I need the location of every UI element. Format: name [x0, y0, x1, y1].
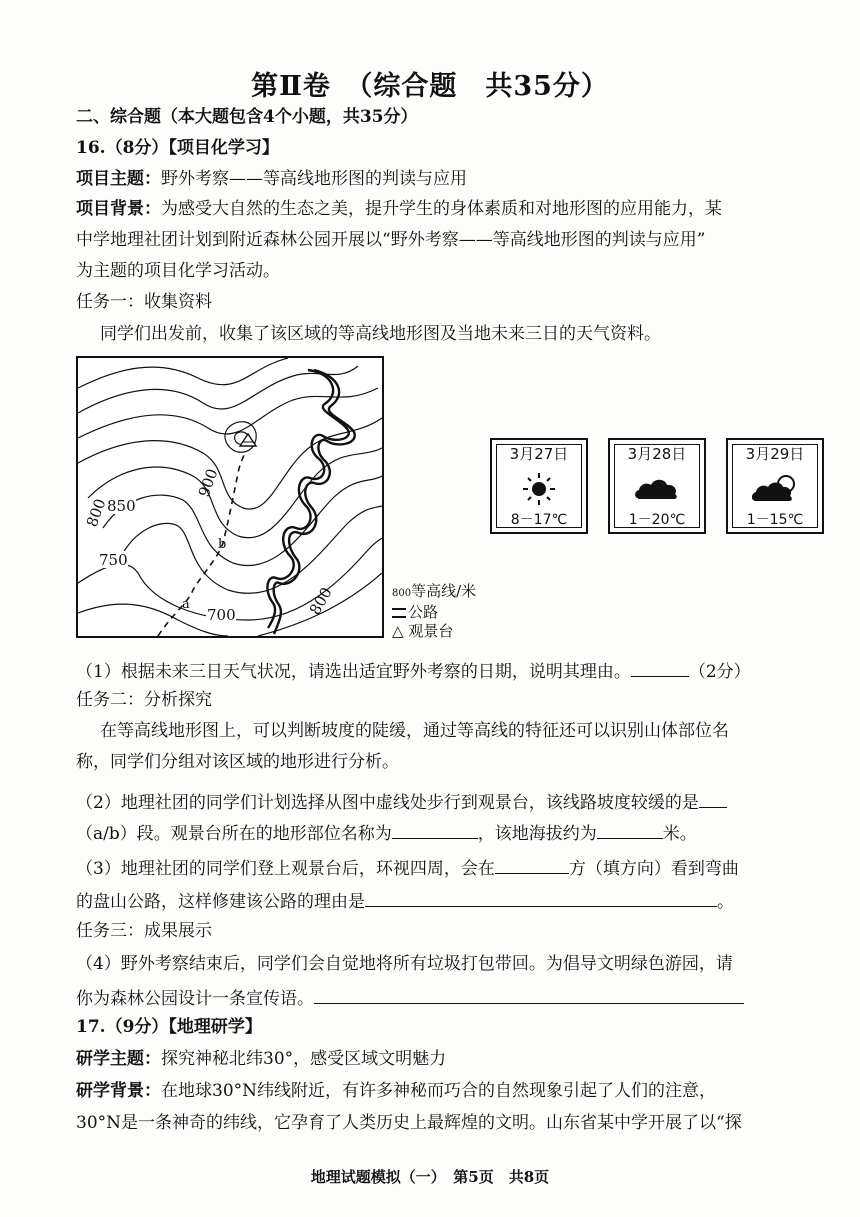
answer-blank-q4-slogan[interactable] [314, 985, 744, 1004]
q17-bg-line1: 在地球30°N纬线附近，有许多神秘而巧合的自然现象引起了人们的注意， [161, 1081, 717, 1101]
contour-label-850: 850 [107, 497, 136, 515]
q17-background [76, 1080, 716, 1102]
mountain-road [267, 370, 354, 634]
answer-blank-q2-landform[interactable] [392, 820, 478, 839]
q4-text: 你为森林公园设计一条宣传语。 [76, 989, 314, 1009]
contour-label-700: 700 [207, 606, 236, 624]
legend-contour [392, 582, 476, 603]
q16-theme [76, 168, 467, 190]
q1-score: （2分） [688, 662, 751, 682]
legend-contour-sample: 800 [392, 588, 412, 599]
page-title: 第Ⅱ卷 （综合题 共35分） [251, 71, 609, 102]
weather-temp: 1－15℃ [746, 512, 804, 528]
path-label-b: b [218, 537, 227, 552]
task1-text: 同学们出发前，收集了该区域的等高线地形图及当地未来三日的天气资料。 [100, 324, 661, 344]
q16-part2-line2 [76, 820, 697, 845]
q16-bg-line1: 为感受大自然的生态之美，提升学生的身体素质和对地形图的应用能力，某 [161, 199, 722, 219]
weather-date: 3月29日 [745, 445, 805, 463]
viewpoint-marker [240, 434, 256, 446]
q17-header: 17.（9分）【地理研学】 [76, 1017, 262, 1037]
q16-part3-line2 [76, 888, 734, 913]
weather-card-day2 [608, 438, 706, 534]
q16-theme-text: 野外考察——等高线地形图的判读与应用 [161, 169, 467, 189]
task3-heading: 任务三：成果展示 [76, 921, 212, 941]
map-legend [392, 582, 476, 641]
q3-text-a: （3）地理社团的同学们登上观景台后，环视四周，会在 [76, 859, 495, 879]
q16-part1 [76, 658, 751, 683]
q3-text-d: 。 [717, 892, 734, 912]
q16-part4-line1: （4）野外考察结束后，同学们会自觉地将所有垃圾打包带回。为倡导文明绿色游园，请 [76, 954, 733, 974]
path-label-a: a [182, 597, 190, 612]
cloudy-icon [728, 472, 822, 506]
q17-bg-label: 研学背景： [76, 1081, 161, 1101]
weather-date: 3月28日 [627, 445, 687, 463]
q17-theme-label: 研学主题： [76, 1049, 161, 1069]
weather-card-day3 [726, 438, 824, 534]
task1-heading: 任务一：收集资料 [76, 292, 212, 312]
answer-blank-q3-reason[interactable] [365, 888, 717, 907]
task2-line2: 称，同学们分组对该区域的地形进行分析。 [76, 752, 399, 772]
legend-contour-label: 等高线/米 [411, 582, 477, 600]
q17-theme-text: 探究神秘北纬30°，感受区域文明魅力 [161, 1049, 447, 1069]
legend-viewpoint-label: 观景台 [408, 622, 454, 640]
q3-text-c: 的盘山公路，这样修建该公路的理由是 [76, 892, 365, 912]
q16-part2-line1 [76, 789, 727, 814]
sun-icon [492, 472, 586, 506]
q2-text: （2）地理社团的同学们计划选择从图中虚线处步行到观景台，该线路坡度较缓的是 [76, 793, 699, 813]
q1-text: （1）根据未来三日天气状况，请选出适宜野外考察的日期，说明其理由。 [76, 662, 631, 682]
answer-blank-q1[interactable] [631, 658, 689, 677]
contour-label-800-right: 800 [305, 584, 336, 618]
contour-label-900: 900 [194, 466, 222, 500]
q17-bg-line2: 30°N是一条神奇的纬线，它孕育了人类历史上最辉煌的文明。山东省某中学开展了以“探 [76, 1113, 742, 1133]
q16-bg-label: 项目背景： [76, 199, 161, 219]
q16-header: 16.（8分）【项目化学习】 [76, 138, 279, 158]
q2-text-b: ，该地海拔约为 [477, 824, 597, 844]
legend-viewpoint [392, 622, 476, 641]
legend-road-label: 公路 [408, 603, 439, 621]
answer-blank-q3-direction[interactable] [495, 855, 569, 874]
section-heading: 二、综合题（本大题包含4个小题，共35分） [76, 107, 418, 127]
cloudy-icon-drawing [750, 472, 800, 506]
task2-line1: 在等高线地形图上，可以判断坡度的陡缓，通过等高线的特征还可以识别山体部位名 [100, 721, 729, 741]
q16-background [76, 198, 722, 220]
page-footer: 地理试题模拟（一） 第5页 共8页 [310, 1168, 550, 1186]
legend-road [392, 603, 476, 622]
road-symbol [392, 608, 406, 618]
triangle-icon: △ [392, 622, 404, 640]
q3-text-b: 方（填方向）看到弯曲 [568, 859, 739, 879]
weather-card-day1 [490, 438, 588, 534]
q2-text-c: 米。 [662, 824, 697, 844]
task2-heading: 任务二：分析探究 [76, 690, 212, 710]
contour-label-750: 750 [99, 551, 128, 569]
q16-part3-line1 [76, 855, 739, 880]
cloud-icon [610, 472, 704, 506]
q16-bg-line2: 中学地理社团计划到附近森林公园开展以“野外考察——等高线地形图的判读与应用” [76, 230, 706, 250]
weather-temp: 1－20℃ [628, 512, 686, 528]
contour-label-800-left: 800 [82, 496, 110, 530]
q17-theme [76, 1048, 446, 1070]
answer-blank-q2-segment[interactable] [699, 789, 727, 808]
weather-temp: 8－17℃ [510, 512, 568, 528]
q16-bg-line3: 为主题的项目化学习活动。 [76, 261, 280, 281]
answer-blank-q2-elevation[interactable] [597, 820, 663, 839]
q16-part4-line2 [76, 985, 744, 1010]
contour-map [76, 356, 384, 638]
cloud-icon-drawing [632, 472, 682, 506]
sun-icon-drawing [522, 472, 556, 506]
q2-text-a: （a/b）段。观景台所在的地形部位名称为 [76, 824, 392, 844]
contour-map-drawing [78, 358, 382, 636]
q16-theme-label: 项目主题： [76, 169, 161, 189]
weather-date: 3月27日 [509, 445, 569, 463]
